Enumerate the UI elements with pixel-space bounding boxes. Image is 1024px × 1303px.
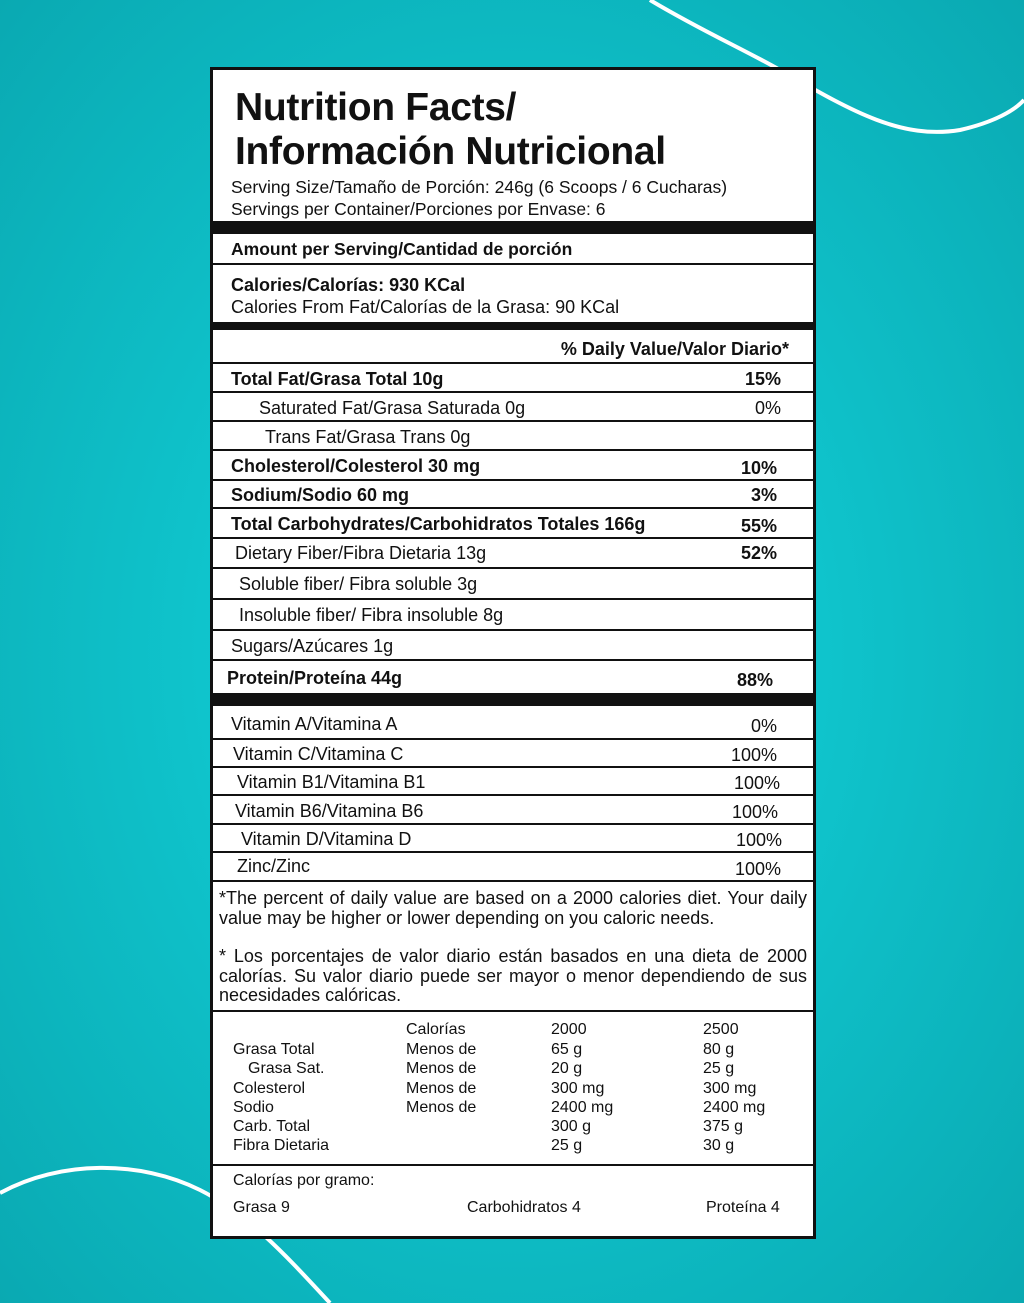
vitamin-label: Zinc/Zinc — [237, 856, 311, 876]
vitamin-pct: 0% — [750, 716, 777, 736]
table-row-name: Grasa Sat. — [248, 1060, 325, 1077]
nutrient-label: Protein/Proteína 44g — [227, 668, 403, 688]
vitamin-label: Vitamin C/Vitamina C — [233, 744, 404, 764]
nutrient-label: Sodium/Sodio 60 mg — [231, 485, 410, 505]
divider — [213, 449, 813, 451]
divider — [213, 537, 813, 539]
divider — [213, 391, 813, 393]
vitamin-label: Vitamin D/Vitamina D — [241, 829, 412, 849]
table-header-calories: Calorías — [406, 1021, 466, 1038]
divider — [213, 794, 813, 796]
table-header-2000: 2000 — [551, 1021, 587, 1038]
table-row-name: Grasa Total — [233, 1041, 315, 1058]
vitamin-label: Vitamin A/Vitamina A — [231, 714, 398, 734]
table-row-2000: 20 g — [551, 1060, 583, 1077]
calories-row — [231, 274, 465, 296]
divider — [213, 567, 813, 569]
nutrient-pct: 3% — [750, 485, 777, 505]
thick-divider — [213, 693, 813, 706]
table-row-name: Sodio — [233, 1099, 274, 1116]
thick-divider — [213, 322, 813, 330]
footnote-spanish: * Los porcentajes de valor diario están basados en una dieta de 2000 calorías. Su valor diario puede ser mayor o menor dependiendo de sus necesidades calóricas. — [219, 946, 807, 1005]
nutrient-label: Trans Fat/Grasa Trans 0g — [265, 427, 471, 447]
nutrient-label: Sugars/Azúcares 1g — [231, 636, 394, 656]
table-header-2500: 2500 — [703, 1021, 739, 1038]
vitamin-pct: 100% — [731, 802, 778, 822]
divider — [213, 1164, 813, 1166]
divider — [213, 659, 813, 661]
table-row-2000: 300 mg — [551, 1080, 605, 1097]
table-row-qualifier: Menos de — [406, 1060, 477, 1077]
nutrition-label — [210, 67, 816, 1239]
divider — [213, 362, 813, 364]
table-row-2500: 25 g — [703, 1060, 735, 1077]
table-row-name: Carb. Total — [233, 1118, 311, 1135]
label-title — [235, 86, 666, 174]
nutrient-pct: 55% — [740, 516, 777, 536]
nutrient-pct: 88% — [736, 670, 773, 690]
divider — [213, 629, 813, 631]
divider — [213, 420, 813, 422]
calories-value: 930 KCal — [389, 275, 466, 295]
nutrient-label: Saturated Fat/Grasa Saturada 0g — [259, 398, 526, 418]
nutrient-label: Soluble fiber/ Fibra soluble 3g — [239, 574, 478, 594]
nutrient-label: Dietary Fiber/Fibra Dietaria 13g — [235, 543, 487, 563]
table-row-qualifier: Menos de — [406, 1099, 477, 1116]
divider — [213, 738, 813, 740]
nutrient-label: Insoluble fiber/ Fibra insoluble 8g — [239, 605, 504, 625]
table-row-2500: 300 mg — [703, 1080, 757, 1097]
table-row-2000: 300 g — [551, 1118, 592, 1135]
table-row-2500: 375 g — [703, 1118, 744, 1135]
title-line-1: Nutrition Facts/ — [235, 86, 517, 129]
serving-size: Serving Size/Tamaño de Porción: 246g (6 Scoops / 6 Cucharas) — [231, 177, 728, 197]
table-row-2000: 25 g — [551, 1137, 583, 1154]
divider — [213, 851, 813, 853]
vitamin-label: Vitamin B6/Vitamina B6 — [235, 801, 424, 821]
calories-from-fat-row — [231, 296, 619, 318]
nutrient-pct: 15% — [744, 369, 781, 389]
table-row-2500: 2400 mg — [703, 1099, 766, 1116]
nutrient-label: Total Fat/Grasa Total 10g — [231, 369, 444, 389]
divider — [213, 823, 813, 825]
calories-label: Calories/Calorías: — [231, 275, 385, 295]
servings-per-container: Servings per Container/Porciones por Envase: 6 — [231, 199, 606, 219]
table-row-2500: 30 g — [703, 1137, 735, 1154]
divider — [213, 1010, 813, 1012]
vitamin-pct: 100% — [733, 773, 780, 793]
thick-divider — [213, 221, 813, 234]
calories-from-fat-value: 90 KCal — [555, 297, 620, 317]
nutrient-label: Cholesterol/Colesterol 30 mg — [231, 456, 481, 476]
footnote-english: *The percent of daily value are based on a 2000 calories diet. Your daily value may be higher or lower depending on you caloric needs. — [219, 888, 807, 928]
calories-from-fat-label: Calories From Fat/Calorías de la Grasa: — [231, 297, 551, 317]
table-row-2500: 80 g — [703, 1041, 735, 1058]
calories-per-gram-label: Calorías por gramo: — [233, 1172, 375, 1189]
calories-per-gram-protein: Proteína 4 — [706, 1199, 780, 1216]
divider — [213, 766, 813, 768]
divider — [213, 880, 813, 882]
table-row-name: Fibra Dietaria — [233, 1137, 330, 1154]
nutrient-pct: 0% — [754, 398, 781, 418]
table-row-qualifier: Menos de — [406, 1041, 477, 1058]
vitamin-pct: 100% — [730, 745, 777, 765]
table-row-2000: 65 g — [551, 1041, 583, 1058]
table-row-2000: 2400 mg — [551, 1099, 614, 1116]
vitamin-pct: 100% — [735, 830, 782, 850]
nutrient-label: Total Carbohydrates/Carbohidratos Totales 166g — [231, 514, 646, 534]
daily-value-header: % Daily Value/Valor Diario* — [560, 339, 789, 359]
table-row-qualifier: Menos de — [406, 1080, 477, 1097]
divider — [213, 479, 813, 481]
nutrient-pct: 10% — [740, 458, 777, 478]
vitamin-label: Vitamin B1/Vitamina B1 — [237, 772, 426, 792]
vitamin-pct: 100% — [734, 859, 781, 879]
title-line-2: Información Nutricional — [235, 130, 666, 173]
table-row-name: Colesterol — [233, 1080, 306, 1097]
calories-per-gram-carbs: Carbohidratos 4 — [467, 1199, 581, 1216]
divider — [213, 598, 813, 600]
divider — [213, 507, 813, 509]
nutrient-pct: 52% — [740, 543, 777, 563]
amount-per-serving: Amount per Serving/Cantidad de porción — [231, 239, 573, 259]
divider — [213, 263, 813, 265]
calories-per-gram-fat: Grasa 9 — [233, 1199, 290, 1216]
